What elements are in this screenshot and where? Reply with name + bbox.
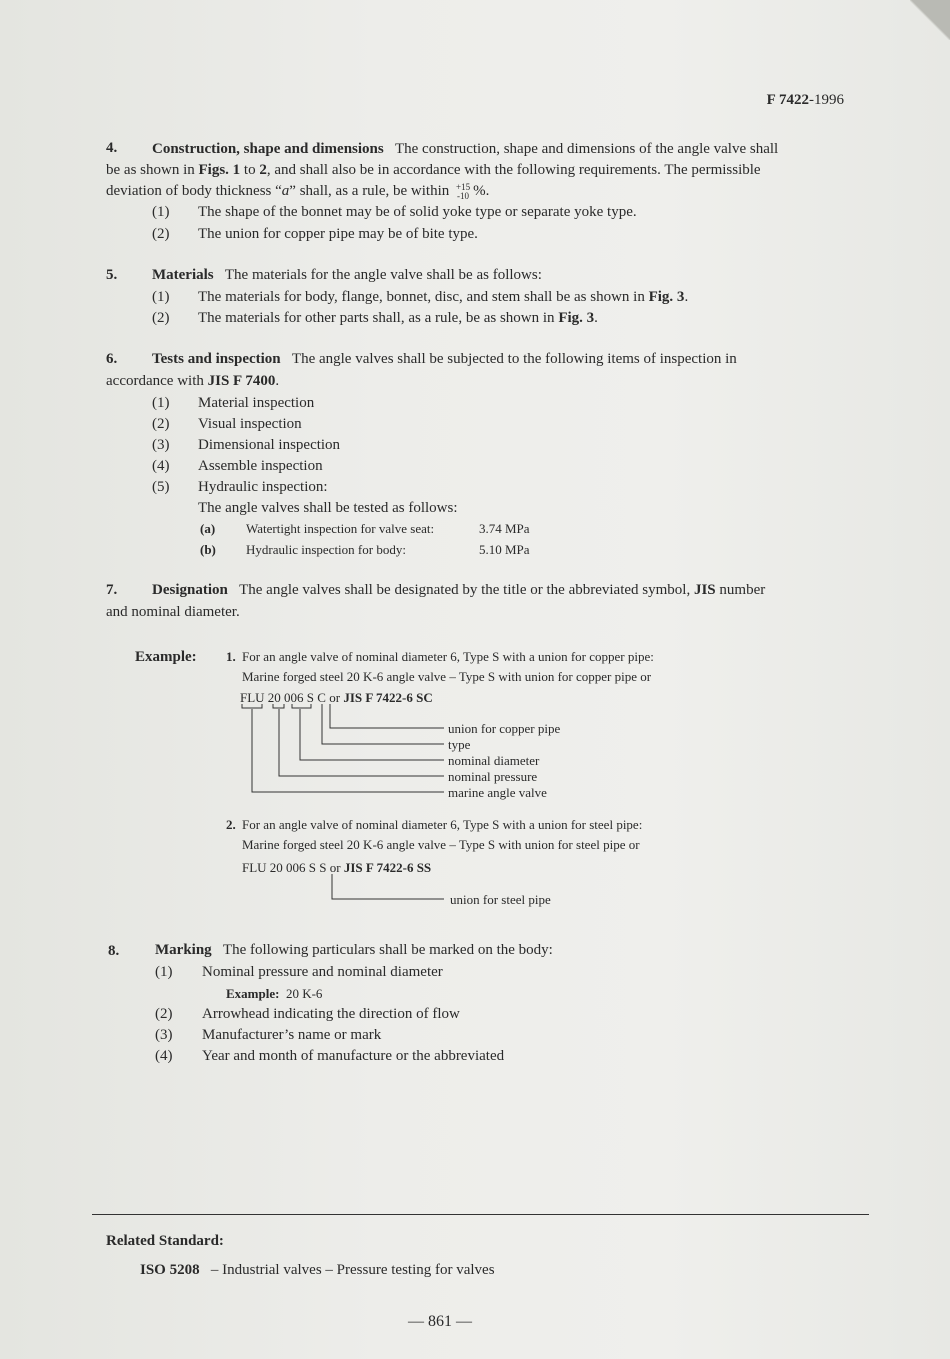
test-pressure: 3.74 MPa [479, 521, 530, 536]
list-item: Manufacturer’s name or mark [202, 1027, 382, 1043]
related-standard-entry: ISO 5208 – Industrial valves – Pressure testing for valves [140, 1262, 495, 1278]
list-item-number: (3) [152, 437, 170, 453]
bracket-006 [292, 704, 311, 708]
example-label: Example: [135, 649, 197, 665]
section-4-line-3: deviation of body thickness “a” shall, as a rule, be within +15 -10 %. [106, 181, 490, 201]
leader-nominal-pressure [279, 709, 444, 776]
list-item-number: (5) [152, 479, 170, 495]
list-item: Year and month of manufacture or the abbreviated [202, 1048, 505, 1064]
section-number: 6. [106, 351, 118, 367]
list-item: The materials for other parts shall, as a rule, be as shown in Fig. 3. [198, 310, 598, 326]
list-item: Material inspection [198, 395, 315, 411]
designation-code: FLU 20 006 S C or JIS F 7422-6 SC [240, 690, 433, 705]
section-6-line-1: Tests and inspection The angle valves shall be subjected to the following items of inspection in [152, 351, 737, 367]
designation-label: type [448, 737, 471, 752]
section-title: Tests and inspection [152, 351, 281, 367]
list-item: The shape of the bonnet may be of solid yoke type or separate yoke type. [198, 204, 637, 220]
section-5-heading: Materials The materials for the angle valve shall be as follows: [152, 267, 542, 283]
tolerance: +15 -10 [456, 181, 471, 201]
bracket-flu [242, 704, 262, 708]
example-text: For an angle valve of nominal diameter 6, Type S with a union for copper pipe: [242, 649, 654, 664]
leader-type [322, 704, 444, 744]
test-name: Hydraulic inspection for body: [246, 542, 406, 557]
section-title: Materials [152, 267, 214, 283]
designation-label: union for copper pipe [448, 721, 561, 736]
section-6-line-2: accordance with JIS F 7400. [106, 373, 280, 389]
figure-ref: Figs. 1 [198, 162, 241, 178]
list-item: The union for copper pipe may be of bite type. [198, 226, 478, 242]
list-item: The materials for body, flange, bonnet, disc, and stem shall be as shown in Fig. 3. [198, 289, 689, 305]
list-item-number: (4) [155, 1048, 173, 1064]
list-item-number: (2) [155, 1006, 173, 1022]
bracket-20 [273, 704, 284, 708]
figure-ref: Fig. 3 [558, 310, 595, 326]
section-title: Designation [152, 582, 228, 598]
designation-label: nominal pressure [448, 769, 538, 784]
section-7-line-1: Designation The angle valves shall be designated by the title or the abbreviated symbol, JIS number [152, 582, 766, 598]
variable-a: a [281, 183, 290, 199]
leader-marine-angle-valve [252, 709, 444, 792]
designation-label: union for steel pipe [450, 892, 551, 907]
example-description: Marine forged steel 20 K-6 angle valve – Type S with union for copper pipe or [242, 669, 652, 684]
list-item-number: (1) [152, 395, 170, 411]
leader-union [330, 704, 444, 728]
list-item-number: (1) [155, 964, 173, 980]
test-name: Watertight inspection for valve seat: [246, 521, 435, 536]
section-4-line-1: Construction, shape and dimensions The construction, shape and dimensions of the angle valve shall [152, 141, 779, 157]
page-number: — 861 — [408, 1313, 472, 1330]
standard-ref: JIS F 7400 [207, 373, 276, 389]
section-number: 7. [106, 582, 118, 598]
test-intro: The angle valves shall be tested as follows: [198, 500, 458, 516]
list-item: Assemble inspection [198, 458, 323, 474]
list-item-number: (4) [152, 458, 170, 474]
example-number: 1. [226, 649, 236, 664]
section-title: Marking [155, 942, 212, 958]
designation-label: nominal diameter [448, 753, 540, 768]
test-pressure: 5.10 MPa [479, 542, 530, 557]
figure-ref: 2 [259, 162, 267, 178]
designation-code: FLU 20 006 S S or JIS F 7422-6 SS [242, 860, 432, 875]
list-item: Visual inspection [198, 416, 302, 432]
list-item-number: (3) [155, 1027, 173, 1043]
designation-label: marine angle valve [448, 785, 547, 800]
marking-example: Example: 20 K-6 [226, 986, 323, 1001]
example-description: Marine forged steel 20 K-6 angle valve – Type S with union for steel pipe or [242, 837, 640, 852]
list-item: Hydraulic inspection: [198, 479, 328, 495]
section-7-line-2: and nominal diameter. [106, 604, 240, 620]
standard-code: F 7422 [766, 92, 809, 108]
list-item-number: (2) [152, 226, 170, 242]
sub-item-letter: (a) [200, 521, 216, 536]
example-number: 2. [226, 817, 236, 832]
list-item-number: (2) [152, 310, 170, 326]
standard-year: -1996 [809, 92, 844, 108]
divider [92, 1214, 869, 1215]
sub-item-letter: (b) [200, 542, 216, 557]
list-item: Arrowhead indicating the direction of flow [202, 1006, 460, 1022]
list-item-number: (1) [152, 289, 170, 305]
section-4-line-2: be as shown in Figs. 1 to 2, and shall also be in accordance with the following requirements. The permissible [106, 162, 761, 178]
list-item-number: (2) [152, 416, 170, 432]
example-text: For an angle valve of nominal diameter 6, Type S with a union for steel pipe: [242, 817, 643, 832]
section-title: Construction, shape and dimensions [152, 141, 384, 157]
list-item: Nominal pressure and nominal diameter [202, 964, 443, 980]
section-8-heading: Marking The following particulars shall be marked on the body: [155, 942, 553, 958]
figure-ref: Fig. 3 [648, 289, 685, 305]
section-number: 8. [108, 943, 120, 959]
related-standard-title: Related Standard: [106, 1233, 224, 1249]
section-number: 4. [106, 140, 118, 156]
list-item: Dimensional inspection [198, 437, 341, 453]
section-number: 5. [106, 267, 118, 283]
list-item-number: (1) [152, 204, 170, 220]
